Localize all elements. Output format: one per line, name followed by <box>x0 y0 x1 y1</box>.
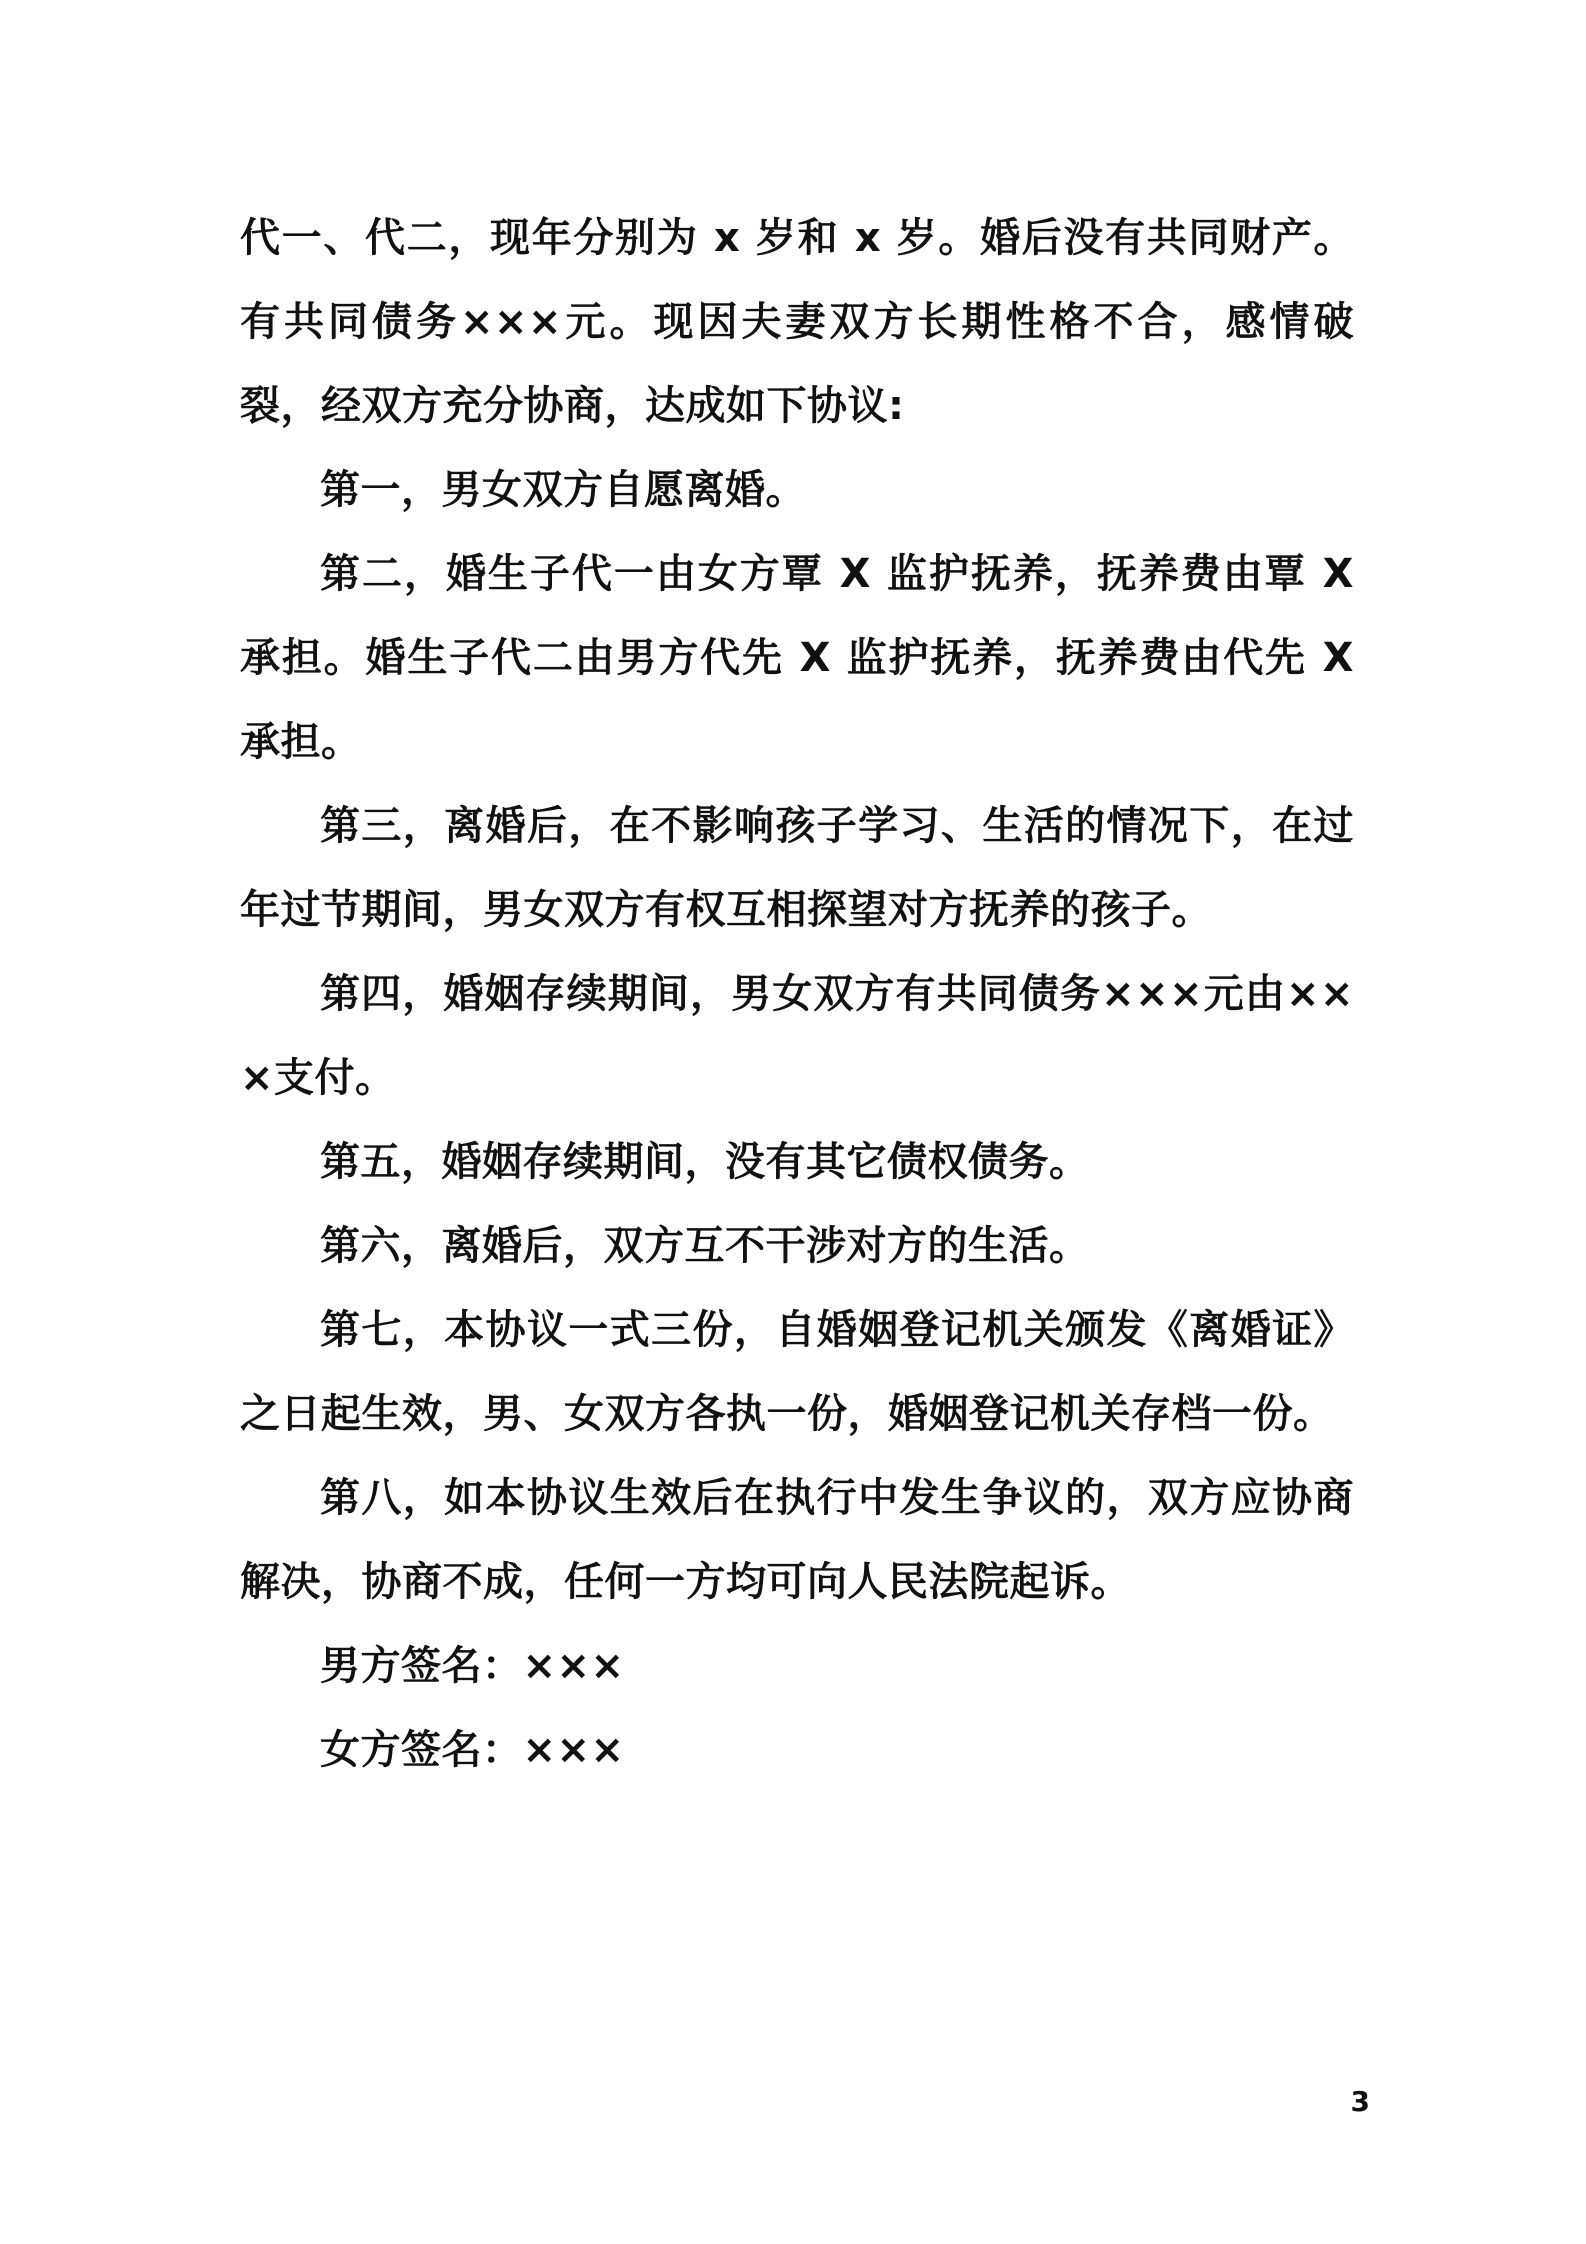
paragraph-clause-3: 第三，离婚后，在不影响孩子学习、生活的情况下，在过年过节期间，男女双方有权互相探望对方抚养的孩子。 <box>240 803 1354 933</box>
paragraph-clause-8: 第八，如本协议生效后在执行中发生争议的，双方应协商解决，协商不成，任何一方均可向人民法院起诉。 <box>240 1475 1354 1605</box>
paragraph-clause-2: 第二，婚生子代一由女方覃 X 监护抚养，抚养费由覃 X 承担。婚生子代二由男方代先 X 监护抚养，抚养费由代先 X 承担。 <box>240 551 1354 765</box>
paragraph-clause-5: 第五，婚姻存续期间，没有其它债权债务。 <box>320 1139 1090 1185</box>
page-number: 3 <box>1350 2085 1370 2118</box>
male-signature-line: 男方签名：××× <box>320 1643 625 1689</box>
female-signature-line: 女方签名：××× <box>320 1727 625 1773</box>
document-body <box>240 196 1354 1792</box>
paragraph-clause-7: 第七，本协议一式三份，自婚姻登记机关颁发《离婚证》之日起生效，男、女双方各执一份，婚姻登记机关存档一份。 <box>240 1307 1354 1437</box>
paragraph-clause-4: 第四，婚姻存续期间，男女双方有共同债务×××元由×××支付。 <box>240 971 1354 1101</box>
paragraph-clause-1: 第一，男女双方自愿离婚。 <box>320 467 806 513</box>
paragraph-intro-continued: 代一、代二，现年分别为 x 岁和 x 岁。婚后没有共同财产。有共同债务×××元。现因夫妻双方长期性格不合，感情破裂，经双方充分协商，达成如下协议: <box>240 215 1354 429</box>
paragraph-clause-6: 第六，离婚后，双方互不干涉对方的生活。 <box>320 1223 1090 1269</box>
